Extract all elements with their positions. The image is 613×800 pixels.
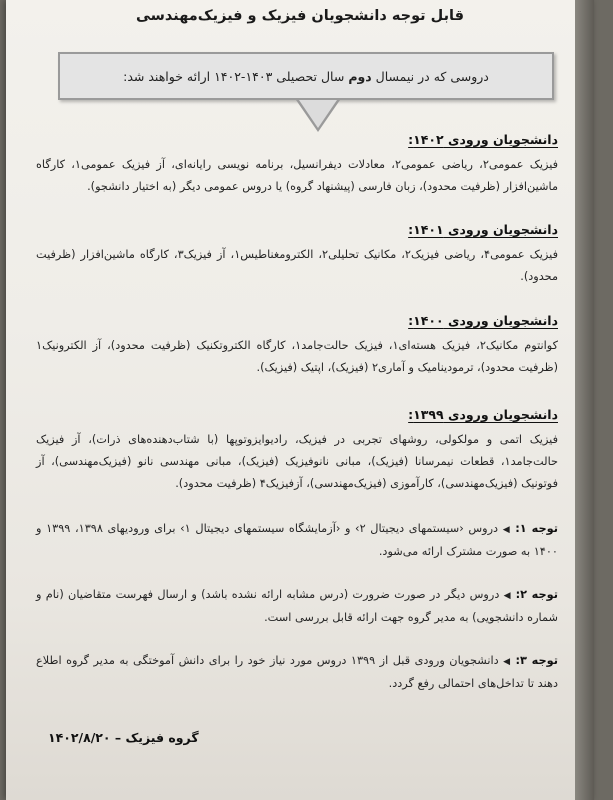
section-title: دانشجویان ورودی ۱۴۰۰: [408,313,558,328]
section-body: فیزیک اتمی و مولکولی، روشهای تجربی در فیزیک، رادیوایزوتوپها (با شتاب‌دهنده‌های ذرات)، آز فیزیک حالت‌جامد۱، قطعات نیمرسانا (فیزیک)، مبانی نانوفیزیک (فیزیک)، مبانی مهندسی نانو (فیزیک‌مهندسی)، آز فوتونیک (فیزیک‌مهندسی)، کارآموزی (فیزیک‌مهندسی)، آزفیزیک۴ (ظرفیت محدود). [36,433,558,490]
section-body: کوانتوم مکانیک۲، فیزیک هسته‌ای۱، فیزیک حالت‌جامد۱، کارگاه الکتروتکنیک (ظرفیت محدود)، آز الکترونیک۱ (ظرفیت محدود)، ترمودینامیک و آماری۲ (فیزیک)، اپتیک (فیزیک). [36,339,558,374]
note-body: دروس ‹سیستمهای دیجیتال ۲› و ‹آزمایشگاه سیستمهای دیجیتال ۱› برای ورودیهای ۱۳۹۸، ۱۳۹۹ و ۱۴۰۰ به صورت مشترک ارائه می‌شود. [36,522,558,558]
triangle-bullet-icon: ◀ [502,525,511,535]
note-label: توجه ۲: [515,588,558,601]
note-3 [36,650,558,695]
note-body: دانشجویان ورودی قبل از ۱۳۹۹ دروس مورد نیاز خود را برای دانش آموختگی به مدیر گروه اطلاع دهند تا تداخل‌های احتمالی رفع گردد. [36,654,558,690]
note-body: دروس دیگر در صورت ضرورت (درس مشابه ارائه نشده باشد) و ارسال فهرست متقاضیان (نام و شماره دانشجویی) به مدیر گروه جهت ارائه قابل بررسی است. [36,588,558,624]
semester-callout-box [58,52,554,100]
section-title: دانشجویان ورودی ۱۴۰۱: [408,222,558,237]
callout-text-bold: دوم [348,68,372,84]
page-title: قابل توجه دانشجویان فیزیک و فیزیک‌مهندسی [136,8,464,24]
triangle-bullet-icon: ◀ [503,657,511,667]
note-label: توجه ۳: [515,654,559,667]
section-title: دانشجویان ورودی ۱۴۰۲: [408,132,558,147]
note-1 [36,518,558,563]
footer-signature: گروه فیزیک – ۱۴۰۲/۸/۲۰ [48,730,199,745]
section-body: فیزیک عمومی۲، ریاضی عمومی۲، معادلات دیفرانسیل، برنامه نویسی رایانه‌ای، آز فیزیک عمومی۱، کارگاه ماشین‌افزار (ظرفیت محدود)، زبان فارسی (پیشنهاد گروه) یا دروس عمومی دیگر (به اختیار دانشجو). [36,158,559,193]
section-title: دانشجویان ورودی ۱۳۹۹: [408,407,558,422]
section-body: فیزیک عمومی۴، ریاضی فیزیک۲، مکانیک تحلیلی۲، الکترومغناطیس۱، آز فیزیک۳، کارگاه ماشین‌افزار (ظرفیت محدود). [36,248,558,283]
callout-text-before: دروسی که در نیمسال [371,68,489,84]
section-1401 [36,222,558,288]
section-1402 [36,132,558,198]
callout-text-after: سال تحصیلی ۱۴۰۳-۱۴۰۲ ارائه خواهند شد: [123,68,349,84]
triangle-bullet-icon: ◀ [503,591,512,601]
note-2 [36,584,558,629]
note-label: توجه ۱: [515,522,558,535]
paper-edge-shadow [575,0,594,800]
paper-sheet [6,0,594,800]
section-1400 [36,313,558,379]
callout-text [123,69,489,84]
section-1399 [36,407,558,495]
down-arrow-icon-fill [299,100,337,128]
